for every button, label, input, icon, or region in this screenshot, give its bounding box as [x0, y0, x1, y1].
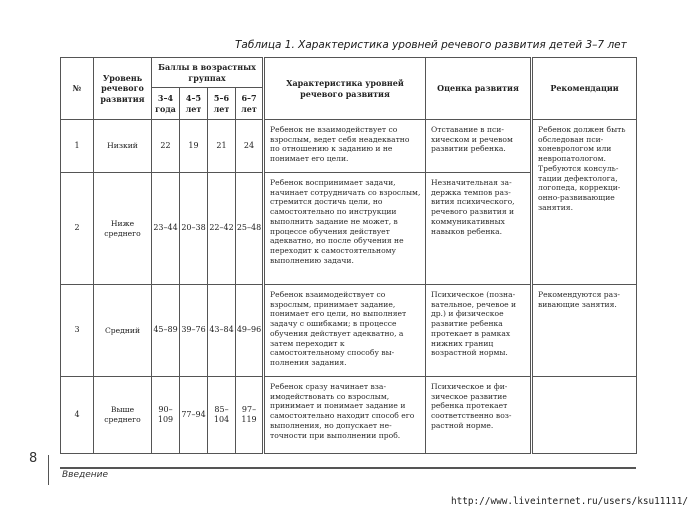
table-caption: Таблица 1. Характеристика уровней речевого развития детей 3–7 лет [235, 39, 627, 51]
watermark-url: http://www.liveinternet.ru/users/ksu11111/ [450, 496, 688, 507]
recommendations-cell: Ребенок должен быть обследован психоневрологом или невропатологом. Требуются консультации дефектолога, логопеда, коррекционно-развивающие занятия. [532, 120, 637, 285]
row-level: Выше среднего [94, 377, 152, 454]
row-level: Средний [94, 285, 152, 377]
recommendations-cell [532, 377, 637, 454]
row-number: 1 [61, 120, 94, 173]
assessment-cell: Незначительная задержка темпов развития психического, речевого развития и коммуникативных навыков ребенка. [426, 173, 532, 285]
score-cell: 43–84 [208, 285, 236, 377]
characteristics-cell: Ребенок воспринимает задачи, начинает сотрудничать со взрослым, стремится достичь цели, но самостоятельно по инструкции выполнить задание не может, в процессе обучения действует адекватно, но после обучения не переходит к самостоятельному выполнению задачи. [264, 173, 426, 285]
score-cell: 21 [208, 120, 236, 173]
score-cell: 24 [236, 120, 264, 173]
page-number: 8 [29, 451, 38, 466]
score-cell: 19 [180, 120, 208, 173]
characteristics-cell: Ребенок сразу начинает взаимодействовать со взрослым, принимает и понимает задание и самостоятельно находит способ его выполнения, но допускает неточности при выполнении проб. [264, 377, 426, 454]
footer-rule [60, 467, 636, 469]
table-row [61, 120, 637, 173]
header-age-3-4: 3–4 года [152, 88, 180, 120]
row-level: Низкий [94, 120, 152, 173]
score-cell: 22 [152, 120, 180, 173]
score-cell: 97–119 [236, 377, 264, 454]
header-row [61, 58, 637, 88]
header-age-5-6: 5–6 лет [208, 88, 236, 120]
row-number: 2 [61, 173, 94, 285]
table-row [61, 377, 637, 454]
footer-divider [48, 455, 49, 485]
row-number: 3 [61, 285, 94, 377]
header-age-6-7: 6–7 лет [236, 88, 264, 120]
header-recommendations: Рекомендации [532, 58, 637, 120]
header-characteristics: Характеристика уровней речевого развития [264, 58, 426, 120]
score-cell: 39–76 [180, 285, 208, 377]
score-cell: 49–96 [236, 285, 264, 377]
header-age-4-5: 4–5 лет [180, 88, 208, 120]
assessment-cell: Психическое и физическое развитие ребенка протекает соответственно возрастной норме. [426, 377, 532, 454]
recommendations-cell: Рекомендуются развивающие занятия. [532, 285, 637, 377]
header-scores: Баллы в возрастных группах [152, 58, 264, 88]
score-cell: 90–109 [152, 377, 180, 454]
row-number: 4 [61, 377, 94, 454]
score-cell: 22–42 [208, 173, 236, 285]
row-level: Ниже среднего [94, 173, 152, 285]
header-level: Уровень речевого развития [94, 58, 152, 120]
characteristics-cell: Ребенок не взаимодействует со взрослым, ведет себя неадекватно по отношению к заданию и не понимает его цели. [264, 120, 426, 173]
score-cell: 77–94 [180, 377, 208, 454]
assessment-cell: Отставание в психическом и речевом развитии ребенка. [426, 120, 532, 173]
characteristics-cell: Ребенок взаимодействует со взрослым, принимает задание, понимает его цели, но выполняет задачу с ошибками; в процессе обучения действует адекватно, а затем переходит к самостоятельному способу выполнения задания. [264, 285, 426, 377]
assessment-cell: Психическое (познавательное, речевое и др.) и физическое развитие ребенка протекает в рамках нижних границ возрастной нормы. [426, 285, 532, 377]
score-cell: 25–48 [236, 173, 264, 285]
footer-section-title: Введение [62, 470, 109, 480]
speech-levels-table [60, 57, 637, 454]
score-cell: 45–89 [152, 285, 180, 377]
header-assessment: Оценка развития [426, 58, 532, 120]
table-row [61, 285, 637, 377]
score-cell: 20–38 [180, 173, 208, 285]
score-cell: 85–104 [208, 377, 236, 454]
header-num: № [61, 58, 94, 120]
score-cell: 23–44 [152, 173, 180, 285]
